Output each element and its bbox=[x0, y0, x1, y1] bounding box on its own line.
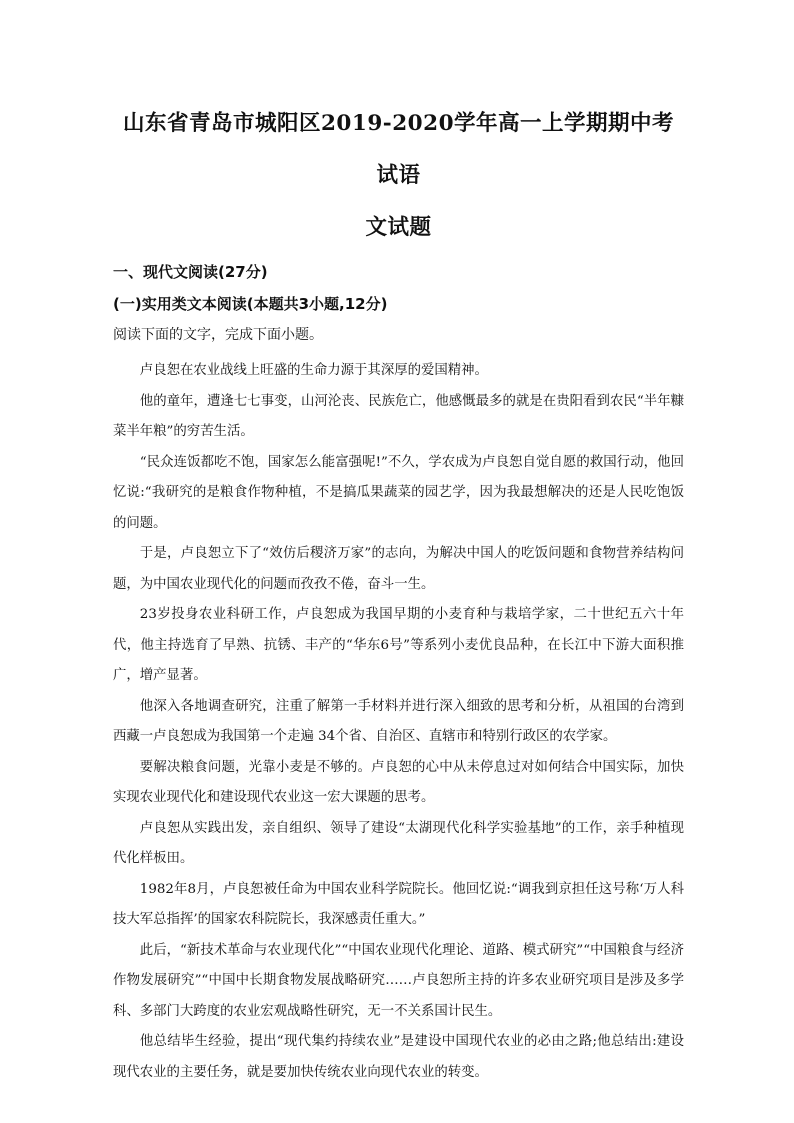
paragraph: 要解决粮食问题，光靠小麦是不够的。卢良恕的心中从未停息过对如何结合中国实际，加快实现农业现代化和建设现代农业这一宏大课题的思考。 bbox=[113, 759, 684, 805]
paragraph: 于是，卢良恕立下了“效仿后稷济万家”的志向，为解决中国人的吃饭问题和食物营养结构问题，为中国农业现代化的问题而孜孜不倦，奋斗一生。 bbox=[113, 546, 684, 592]
exam-title bbox=[113, 98, 684, 254]
reading-instruction: 阅读下面的文字，完成下面小题。 bbox=[113, 327, 323, 343]
exam-title-line1: 山东省青岛市城阳区2019-2020学年高一上学期期中考试语 bbox=[122, 111, 675, 188]
paragraph: 此后，“新技术革命与农业现代化”“中国农业现代化理论、道路、模式研究”“中国粮食与经济作物发展研究”“中国中长期食物发展战略研究……卢良恕所主持的许多农业研究项目是涉及多学科、多部门大跨度的农业宏观战略性研究，无一不关系国计民生。 bbox=[113, 942, 684, 1019]
article-body bbox=[113, 356, 684, 1088]
paragraph: 卢良恕在农业战线上旺盛的生命力源于其深厚的爱国精神。 bbox=[139, 363, 488, 378]
paragraph: “民众连饭都吃不饱，国家怎么能富强呢!”不久，学农成为卢良恕自觉自愿的救国行动，他回忆说:“我研究的是粮食作物种植，不是搞瓜果蔬菜的园艺学，因为我最想解决的还是人民吃饱饭的问题。 bbox=[113, 454, 684, 531]
paragraph: 23岁投身农业科研工作，卢良恕成为我国早期的小麦育种与栽培学家，二十世纪五六十年代，他主持选育了早熟、抗锈、丰产的“华东6号”等系列小麦优良品种，在长江中下游大面积推广，增产显著。 bbox=[113, 607, 684, 683]
paragraph: 卢良恕从实践出发，亲自组织、领导了建设“太湖现代化科学实验基地”的工作，亲手种植现代化样板田。 bbox=[113, 820, 684, 866]
exam-title-line2: 文试题 bbox=[365, 215, 432, 240]
paragraph: 1982年8月，卢良恕被任命为中国农业科学院院长。他回忆说:“调我到京担任这号称‘万人科技大军总指挥’的国家农科院院长，我深感责任重大。” bbox=[113, 881, 684, 927]
paragraph: 他的童年，遭逢七七事变，山河沦丧、民族危亡，他感慨最多的就是在贵阳看到农民“半年糠菜半年粮”的穷苦生活。 bbox=[113, 393, 684, 439]
subsection-heading: (一)实用类文本阅读(本题共3小题,12分) bbox=[113, 295, 388, 313]
section-heading: 一、现代文阅读(27分) bbox=[113, 263, 268, 281]
paragraph: 他总结毕生经验，提出“现代集约持续农业”是建设中国现代农业的必由之路;他总结出:建设现代农业的主要任务，就是要加快传统农业向现代农业的转变。 bbox=[113, 1034, 684, 1080]
paragraph: 他深入各地调查研究，注重了解第一手材料并进行深入细致的思考和分析，从祖国的台湾到西藏一卢良恕成为我国第一个走遍 34个省、自治区、直辖市和特别行政区的农学家。 bbox=[113, 698, 684, 744]
